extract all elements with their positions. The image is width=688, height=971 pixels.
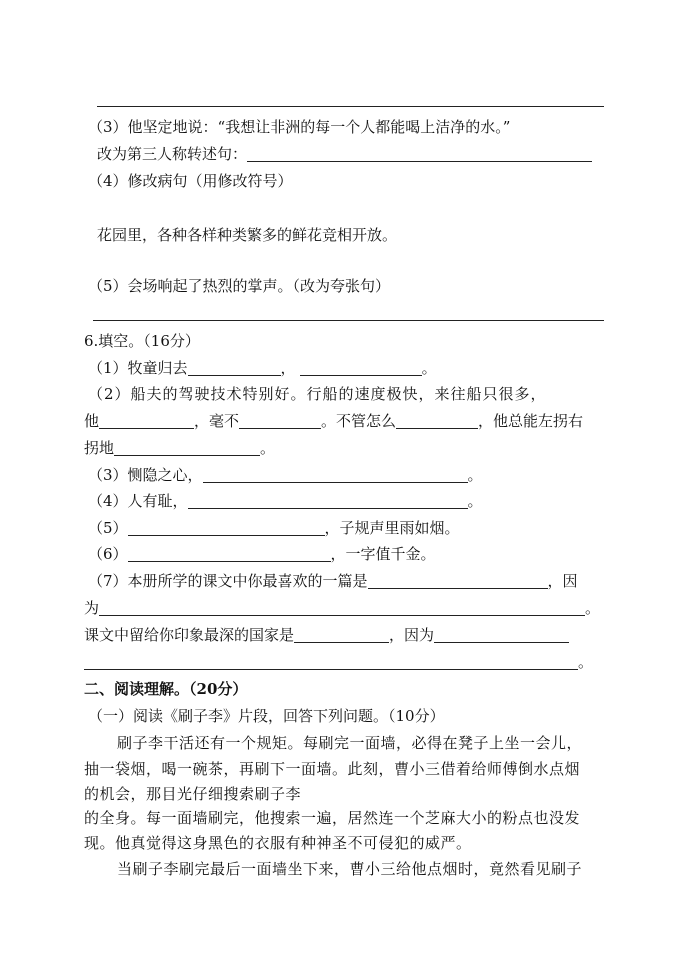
answer-line[interactable] (97, 106, 604, 107)
answer-blank[interactable] (114, 440, 260, 456)
section-6-title: 6.填空。（16分） (84, 332, 200, 350)
item-text: 。不管怎么 (321, 412, 397, 430)
question-4: （4）修改病句（用修改符号） (88, 172, 293, 190)
answer-blank[interactable] (239, 413, 321, 429)
item-text: （7）本册所学的课文中你最喜欢的一篇是 (88, 572, 368, 590)
item-text: （5） (88, 519, 128, 537)
fill-item-6 (88, 544, 436, 564)
item-text: 他 (84, 412, 100, 430)
item-text: 。 (467, 492, 483, 510)
question-4-sentence: 花园里，各种各样种类繁多的鲜花竞相开放。 (97, 226, 398, 244)
answer-blank[interactable] (84, 654, 578, 670)
fill-item-7-line-3 (84, 625, 569, 645)
answer-blank[interactable] (99, 413, 194, 429)
passage-line: 当刷子李刷完最后一面墙坐下来，曹小三给他点烟时，竟然看见刷子 (117, 860, 583, 878)
answer-blank[interactable] (247, 146, 592, 162)
answer-blank[interactable] (368, 573, 548, 589)
answer-blank[interactable] (128, 520, 325, 536)
item-text: ，因 (547, 572, 578, 590)
fill-item-7-line-1 (88, 571, 578, 591)
passage-line: 的机会，那目光仔细搜索刷子李 (84, 785, 302, 803)
fill-item-4 (88, 491, 483, 511)
passage-line: 抽一袋烟，喝一碗茶，再刷下一面墙。此刻，曹小三借着给师傅倒水点烟 (84, 760, 581, 778)
item-text: （1）牧童归去 (88, 359, 188, 377)
reading-subtitle: （一）阅读《刷子李》片段，回答下列问题。（10分） (88, 707, 445, 725)
answer-blank[interactable] (128, 546, 331, 562)
item-text: ，毫不 (194, 412, 240, 430)
answer-blank[interactable] (188, 493, 468, 509)
item-text: ，一字值千金。 (330, 545, 436, 563)
passage-line: 现。他真觉得这身黑色的衣服有种神圣不可侵犯的威严。 (84, 834, 472, 852)
item-text: 课文中留给你印象最深的国家是 (84, 626, 295, 644)
item-text: ，子规声里雨如烟。 (324, 519, 460, 537)
passage-line: 的全身。每一面墙刷完，他搜索一遍，居然连一个芝麻大小的粉点也没发 (84, 809, 581, 827)
item-text: （6） (88, 545, 128, 563)
item-text: 。 (578, 653, 594, 671)
answer-blank[interactable] (188, 360, 281, 376)
fill-item-7-line-4 (84, 652, 593, 672)
answer-blank[interactable] (396, 413, 478, 429)
instruction-text: 改为第三人称转述句： (97, 145, 248, 163)
answer-blank[interactable] (300, 360, 422, 376)
answer-blank[interactable] (203, 467, 468, 483)
question-3: （3）他坚定地说：“我想让非洲的每一个人都能喝上洁净的水。” (88, 118, 511, 136)
fill-item-5 (88, 518, 460, 538)
item-text: ，因为 (389, 626, 435, 644)
fill-item-3 (88, 465, 483, 485)
item-text: （4）人有耻， (88, 492, 188, 510)
answer-blank[interactable] (294, 627, 389, 643)
item-text: （3）恻隐之心， (88, 466, 203, 484)
answer-blank[interactable] (434, 627, 569, 643)
item-text: 。 (467, 466, 483, 484)
item-text: 为 (84, 599, 100, 617)
fill-item-1 (88, 358, 437, 378)
answer-blank[interactable] (99, 600, 585, 616)
item-text: ，他总能左拐右 (478, 412, 584, 430)
fill-item-2-line-3 (84, 438, 275, 458)
section-2-title: 二、阅读理解。（20分） (84, 680, 248, 698)
fill-item-7-line-2 (84, 598, 600, 618)
item-text: 。 (260, 439, 276, 457)
item-text: ， (280, 359, 296, 377)
passage-line: 刷子李干活还有一个规矩。每刷完一面墙，必得在凳子上坐一会儿， (117, 734, 583, 752)
item-text: 。 (585, 599, 601, 617)
question-5: （5）会场响起了热烈的掌声。（改为夸张句） (88, 277, 391, 295)
fill-item-2-line-2 (84, 411, 583, 431)
question-3-instruction (97, 144, 592, 164)
answer-line[interactable] (93, 320, 604, 321)
item-text: 。 (421, 359, 437, 377)
item-text: 拐地 (84, 439, 115, 457)
fill-item-2-line-1: （2）船夫的驾驶技术特别好。行船的速度极快，来往船只很多， (88, 385, 547, 403)
